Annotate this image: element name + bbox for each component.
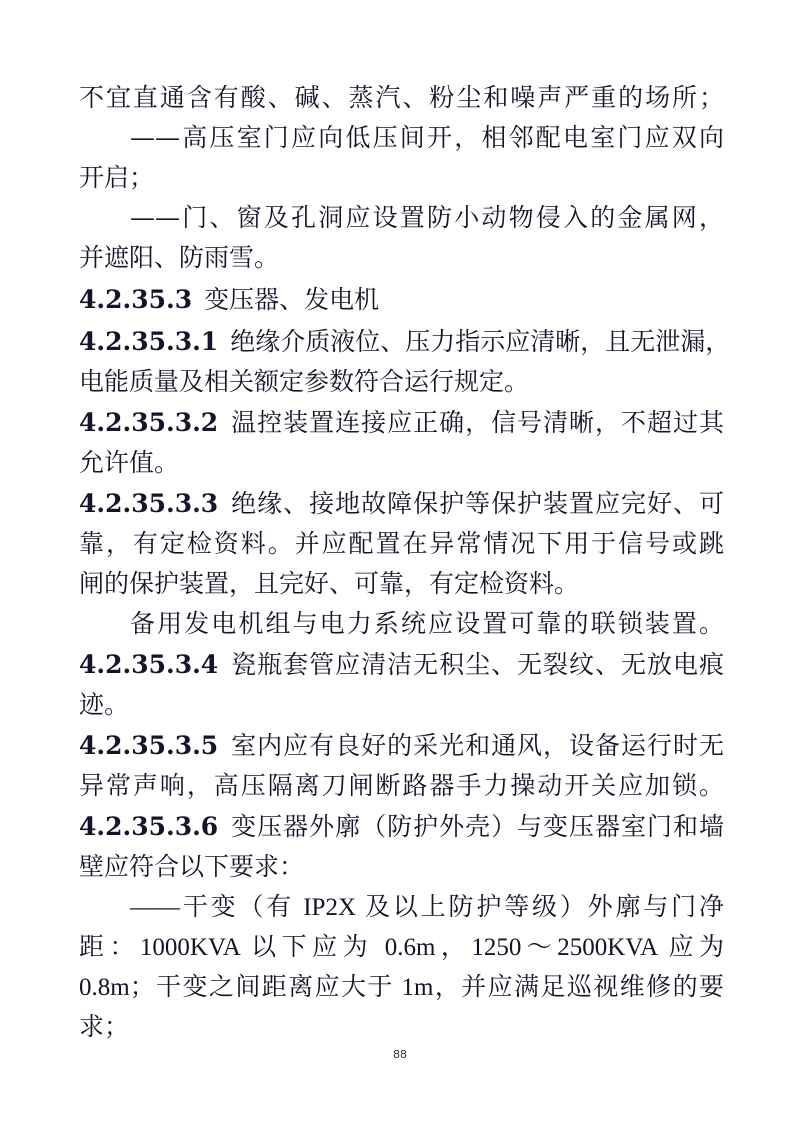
- clause-line: 4.2.35.3.1 绝缘介质液位、压力指示应清晰，且无泄漏，: [79, 327, 731, 356]
- clause-number: 4.2.35.3.1: [79, 327, 219, 356]
- page-number: 88: [393, 1048, 407, 1061]
- text-line: 迹。: [79, 690, 130, 719]
- clause-number: 4.2.35.3.5: [79, 731, 219, 760]
- text-line: 电能质量及相关额定参数符合运行规定。: [79, 367, 530, 396]
- clause-line: 4.2.35.3.2 温控装置连接应正确，信号清晰，不超过其: [79, 408, 724, 437]
- clause-number: 4.2.35.3.2: [79, 408, 219, 437]
- clause-number: 4.2.35.3.4: [79, 650, 219, 679]
- text-line: ——高压室门应向低压间开，相邻配电室门应双向: [130, 123, 724, 152]
- clause-line: 4.2.35.3.3 绝缘、接地故障保护等保护装置应完好、可: [79, 489, 724, 518]
- clause-line: 4.2.35.3.6 变压器外廓（防护外壳）与变压器室门和墙: [79, 812, 724, 841]
- section-heading: 4.2.35.3 变压器、发电机: [79, 285, 380, 314]
- clause-number: 4.2.35.3.3: [79, 489, 219, 518]
- text-line: 开启；: [79, 163, 155, 192]
- clause-line: 4.2.35.3.4 瓷瓶套管应清洁无积尘、无裂纹、无放电痕: [79, 650, 724, 679]
- text-line: 并遮阳、防雨雪。: [79, 243, 280, 272]
- section-number: 4.2.35.3: [79, 285, 193, 314]
- text-line: 靠，有定检资料。并应配置在异常情况下用于信号或跳: [79, 529, 724, 558]
- text-line: 不宜直通含有酸、碱、蒸汽、粉尘和噪声严重的场所；: [79, 83, 724, 112]
- text-line: ——干变（有 IP2X 及以上防护等级）外廓与门净: [130, 894, 724, 921]
- text-line: 壁应符合以下要求：: [79, 852, 305, 881]
- clause-line: 4.2.35.3.5 室内应有良好的采光和通风，设备运行时无: [79, 731, 724, 760]
- text-line: 0.8m；干变之间距离应大于 1m，并应满足巡视维修的要: [79, 974, 724, 1001]
- text-line: 距：1000KVA 以下应为 0.6m，1250～2500KVA 应为: [79, 934, 724, 961]
- text-line: 求；: [79, 1012, 130, 1041]
- text-line: 允许值。: [79, 448, 180, 477]
- text-line: 备用发电机组与电力系统应设置可靠的联锁装置。: [130, 609, 724, 638]
- clause-number: 4.2.35.3.6: [79, 812, 219, 841]
- text-line: ——门、窗及孔洞应设置防小动物侵入的金属网，: [130, 203, 724, 232]
- text-line: 闸的保护装置，且完好、可靠，有定检资料。: [79, 569, 580, 598]
- text-line: 异常声响，高压隔离刀闸断路器手力操动开关应加锁。: [79, 771, 724, 800]
